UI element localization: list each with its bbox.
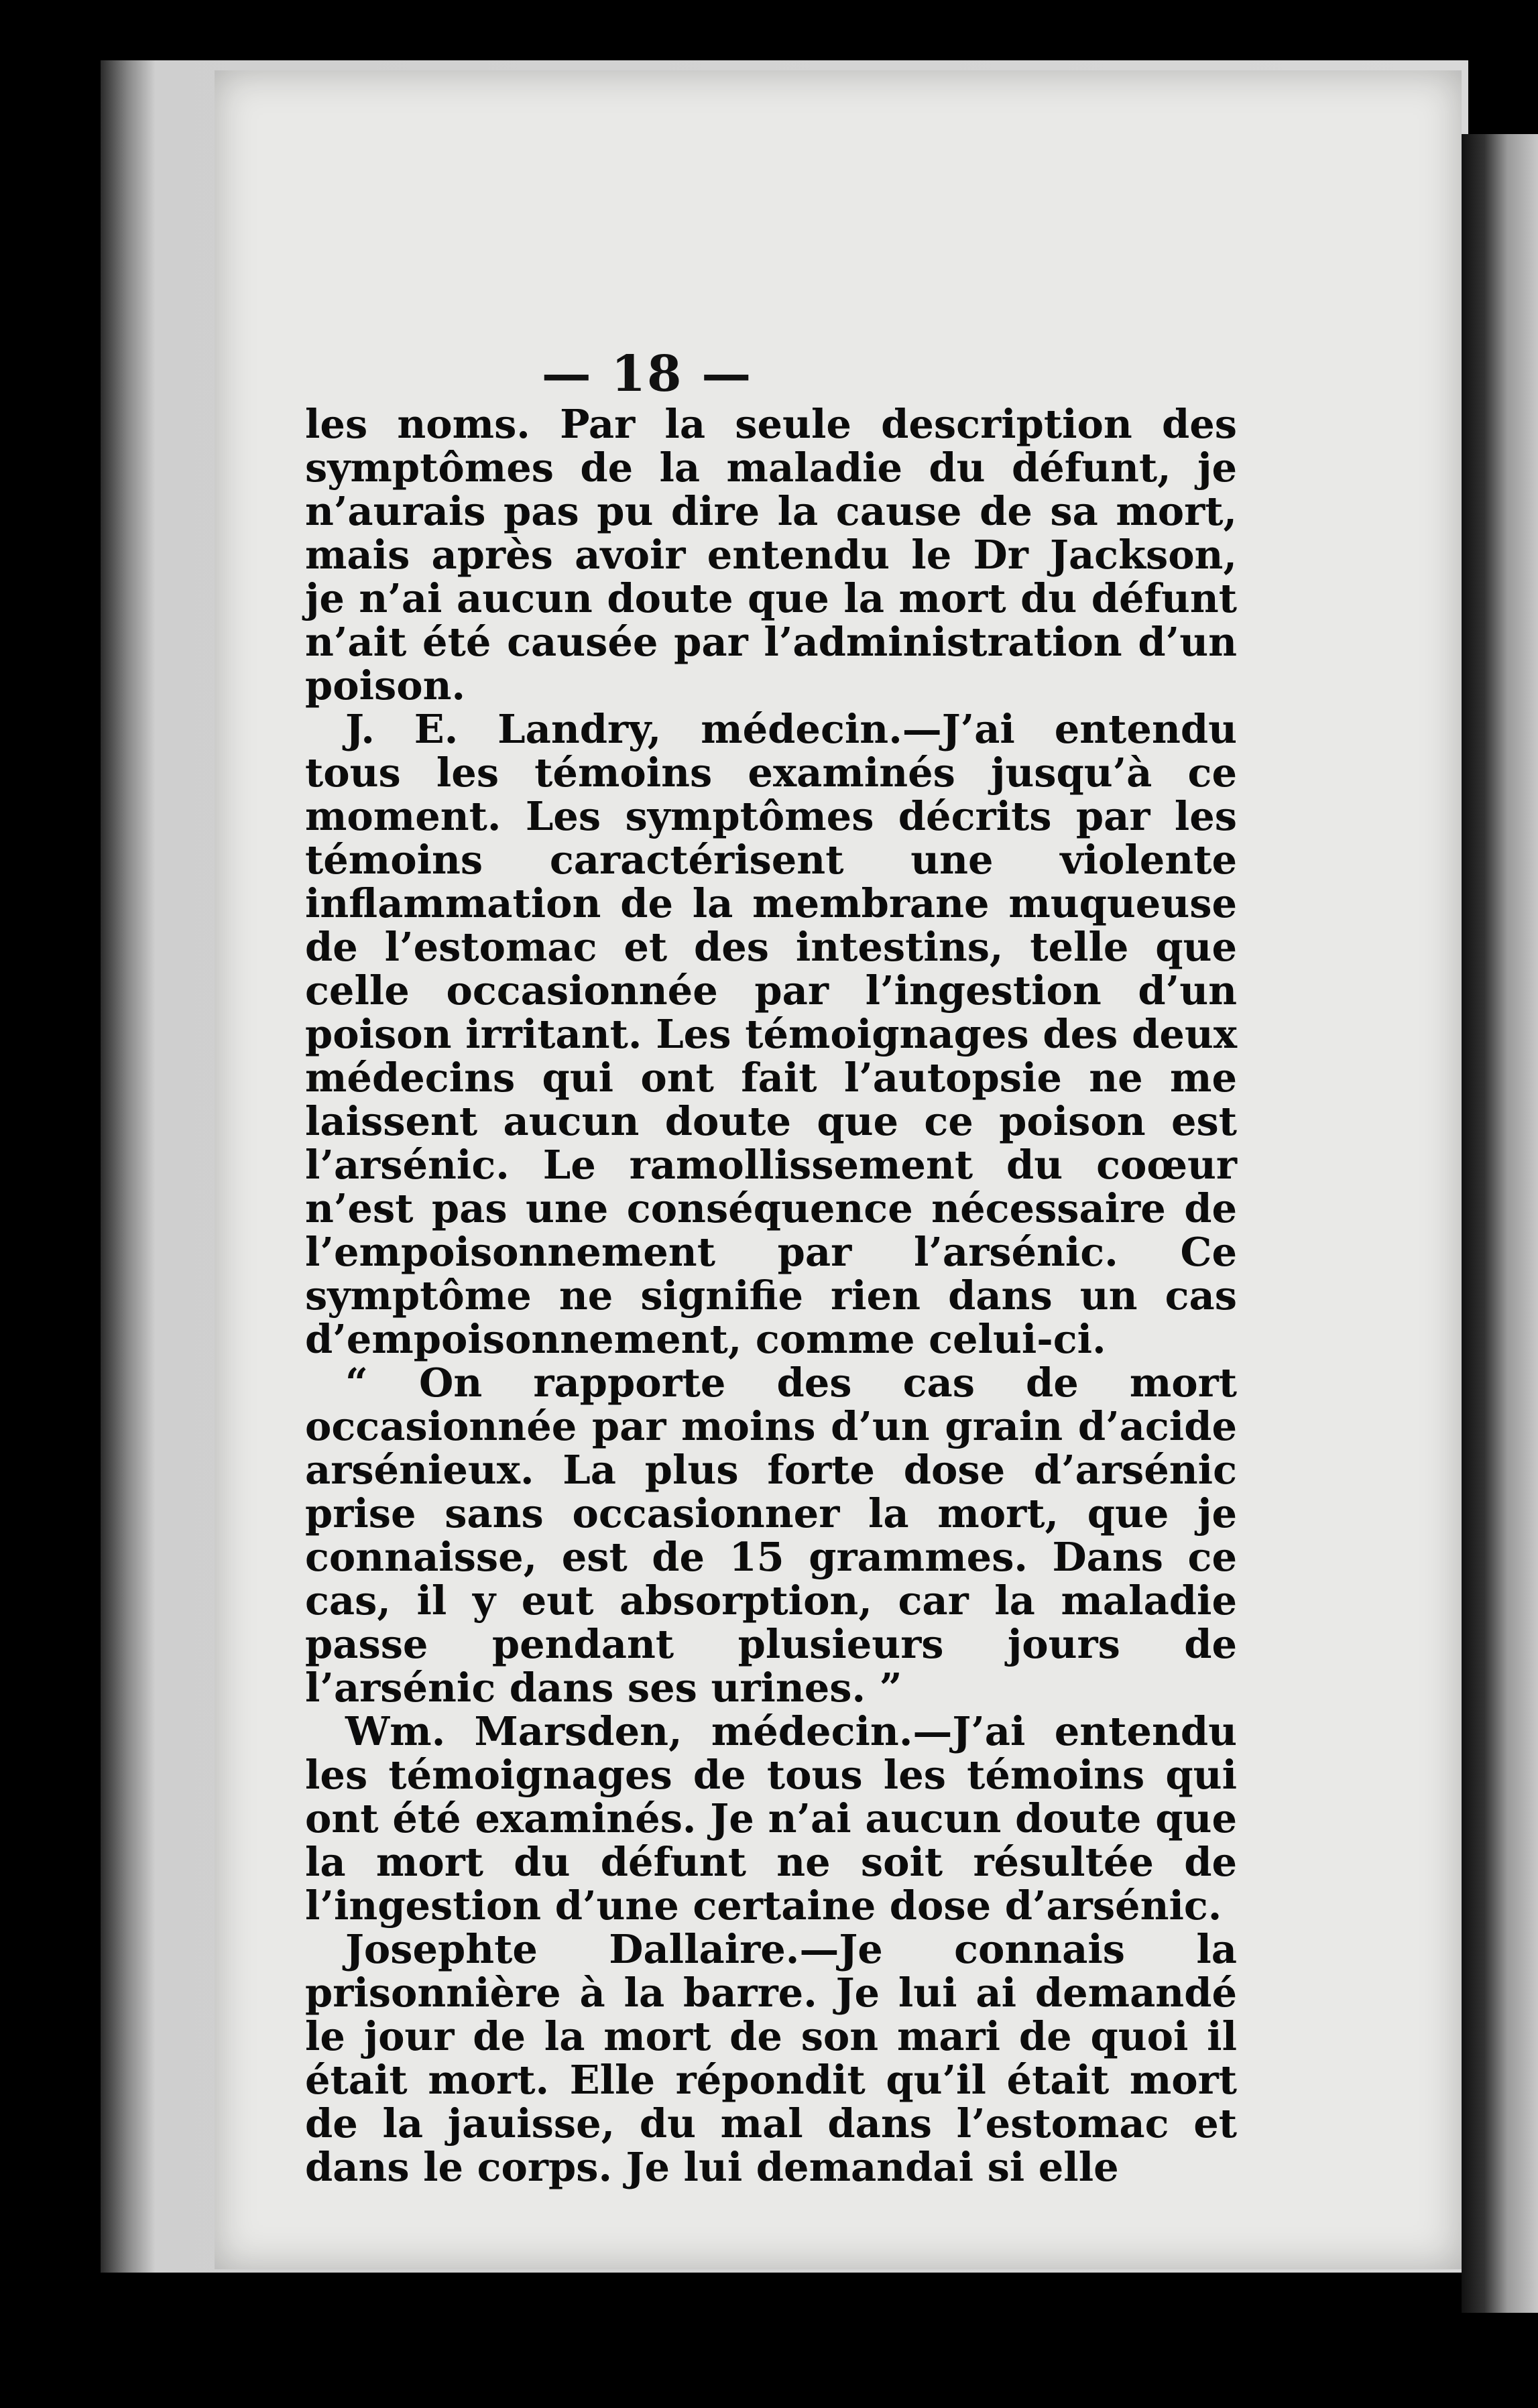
book-page (215, 70, 1462, 2269)
body-text (305, 402, 1237, 2189)
facing-page-edge (1462, 134, 1538, 2313)
paragraph-quotation: “ On rapporte des cas de mort occasionnée par moins d’un grain d’acide arsénieux. La plus forte dose d’arsénic prise sans occasionner la mort, que je connaisse, est de 15 grammes. Dans ce cas, il y eut absorption, car la maladie passe pendant plusieurs jours de l’arsénic dans ses urines. ” (305, 1360, 1237, 1711)
paragraph-dallaire-testimony: Josephte Dallaire.—Je connais la prisonnière à la barre. Je lui ai demandé le jour de la mort de son mari de quoi il était mort. Elle répondit qu’il était mort de la jauisse, du mal dans l’estomac et dans le corps. Je lui demandai si elle (305, 1926, 1237, 2190)
paragraph-marsden-testimony: Wm. Marsden, médecin.—J’ai entendu les témoignages de tous les témoins qui ont été examinés. Je n’ai aucun doute que la mort du défunt ne soit résultée de l’ingestion d’une certaine dose d’arsénic. (305, 1708, 1237, 1929)
page-number: — 18 — (541, 345, 753, 403)
paragraph-landry-testimony: J. E. Landry, médecin.—J’ai entendu tous les témoins examinés jusqu’à ce moment. Les symptômes décrits par les témoins caractérisent une violente inflammation de la membrane muqueuse de l’estomac et des intestins, telle que celle occasionnée par l’ingestion d’un poison irritant. Les témoignages des deux médecins qui ont fait l’autopsie ne me laissent aucun doute que ce poison est l’arsénic. Le ramollissement du coœur n’est pas une conséquence nécessaire de l’empoisonnement par l’arsénic. Ce symptôme ne signifie rien dans un cas d’empoisonnement, comme celui-ci. (305, 706, 1237, 1362)
paragraph-continuation: les noms. Par la seule description des symptômes de la maladie du défunt, je n’aurais pas pu dire la cause de sa mort, mais après avoir entendu le Dr Jackson, je n’ai aucun doute que la mort du défunt n’ait été causée par l’administration d’un poison. (305, 401, 1237, 709)
